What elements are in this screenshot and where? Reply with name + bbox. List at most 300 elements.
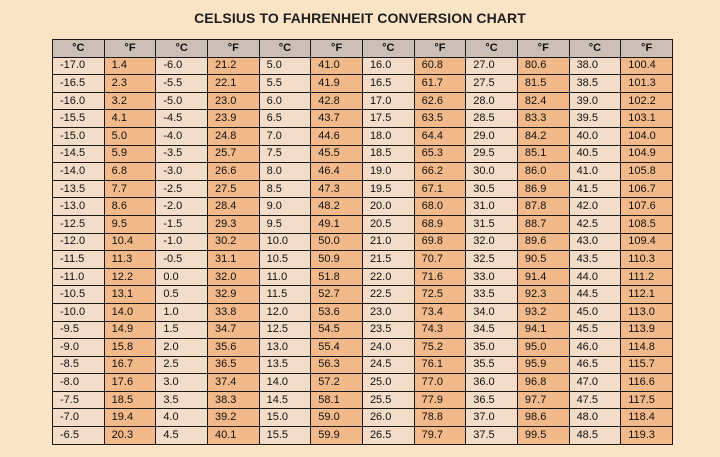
- table-row: [53, 198, 673, 216]
- fahrenheit-cell: 117.5: [621, 391, 673, 409]
- fahrenheit-cell: 18.5: [104, 391, 156, 409]
- celsius-cell: 26.5: [362, 427, 414, 445]
- celsius-cell: 7.0: [259, 127, 311, 145]
- fahrenheit-cell: 16.7: [104, 356, 156, 374]
- fahrenheit-cell: 34.7: [207, 321, 259, 339]
- fahrenheit-cell: 107.6: [621, 198, 673, 216]
- table-body: [53, 57, 673, 444]
- celsius-cell: 10.0: [259, 233, 311, 251]
- celsius-cell: 13.5: [259, 356, 311, 374]
- fahrenheit-cell: 10.4: [104, 233, 156, 251]
- fahrenheit-cell: 97.7: [517, 391, 569, 409]
- fahrenheit-cell: 119.3: [621, 427, 673, 445]
- celsius-cell: 30.5: [466, 180, 518, 198]
- celsius-cell: 35.5: [466, 356, 518, 374]
- fahrenheit-cell: 66.2: [414, 163, 466, 181]
- fahrenheit-cell: 26.6: [207, 163, 259, 181]
- celsius-cell: -14.5: [53, 145, 105, 163]
- celsius-cell: -3.5: [156, 145, 208, 163]
- fahrenheit-cell: 63.5: [414, 110, 466, 128]
- fahrenheit-cell: 51.8: [311, 268, 363, 286]
- celsius-cell: 48.5: [569, 427, 621, 445]
- fahrenheit-cell: 65.3: [414, 145, 466, 163]
- fahrenheit-cell: 61.7: [414, 75, 466, 93]
- fahrenheit-cell: 32.9: [207, 286, 259, 304]
- celsius-cell: 45.5: [569, 321, 621, 339]
- celsius-cell: 21.5: [362, 251, 414, 269]
- celsius-cell: -12.0: [53, 233, 105, 251]
- celsius-cell: 20.5: [362, 215, 414, 233]
- fahrenheit-cell: 48.2: [311, 198, 363, 216]
- fahrenheit-cell: 24.8: [207, 127, 259, 145]
- fahrenheit-cell: 72.5: [414, 286, 466, 304]
- fahrenheit-cell: 77.9: [414, 391, 466, 409]
- fahrenheit-cell: 50.0: [311, 233, 363, 251]
- fahrenheit-cell: 106.7: [621, 180, 673, 198]
- celsius-cell: -11.5: [53, 251, 105, 269]
- celsius-cell: -11.0: [53, 268, 105, 286]
- celsius-cell: -10.0: [53, 303, 105, 321]
- fahrenheit-cell: 115.7: [621, 356, 673, 374]
- fahrenheit-cell: 4.1: [104, 110, 156, 128]
- celsius-cell: 38.0: [569, 57, 621, 75]
- celsius-cell: 20.0: [362, 198, 414, 216]
- fahrenheit-cell: 13.1: [104, 286, 156, 304]
- celsius-cell: 29.5: [466, 145, 518, 163]
- celsius-cell: 31.0: [466, 198, 518, 216]
- celsius-cell: 31.5: [466, 215, 518, 233]
- chart-title: CELSIUS TO FAHRENHEIT CONVERSION CHART: [194, 10, 526, 26]
- table-row: [53, 233, 673, 251]
- table-row: [53, 57, 673, 75]
- fahrenheit-cell: 71.6: [414, 268, 466, 286]
- table-row: [53, 251, 673, 269]
- fahrenheit-cell: 5.9: [104, 145, 156, 163]
- celsius-cell: 27.5: [466, 75, 518, 93]
- fahrenheit-cell: 77.0: [414, 374, 466, 392]
- fahrenheit-cell: 102.2: [621, 92, 673, 110]
- fahrenheit-cell: 55.4: [311, 339, 363, 357]
- header-fahrenheit: °F: [414, 40, 466, 58]
- celsius-cell: 8.0: [259, 163, 311, 181]
- table-row: [53, 339, 673, 357]
- fahrenheit-cell: 22.1: [207, 75, 259, 93]
- celsius-cell: -1.5: [156, 215, 208, 233]
- fahrenheit-cell: 99.5: [517, 427, 569, 445]
- celsius-cell: 0.5: [156, 286, 208, 304]
- fahrenheit-cell: 69.8: [414, 233, 466, 251]
- table-row: [53, 145, 673, 163]
- celsius-cell: 25.0: [362, 374, 414, 392]
- celsius-cell: 14.5: [259, 391, 311, 409]
- celsius-cell: -12.5: [53, 215, 105, 233]
- fahrenheit-cell: 110.3: [621, 251, 673, 269]
- celsius-cell: -2.5: [156, 180, 208, 198]
- celsius-cell: 46.5: [569, 356, 621, 374]
- celsius-cell: 23.0: [362, 303, 414, 321]
- celsius-cell: 29.0: [466, 127, 518, 145]
- header-fahrenheit: °F: [104, 40, 156, 58]
- celsius-cell: 46.0: [569, 339, 621, 357]
- celsius-cell: 36.5: [466, 391, 518, 409]
- fahrenheit-cell: 108.5: [621, 215, 673, 233]
- celsius-cell: 43.5: [569, 251, 621, 269]
- header-fahrenheit: °F: [517, 40, 569, 58]
- fahrenheit-cell: 49.1: [311, 215, 363, 233]
- fahrenheit-cell: 23.9: [207, 110, 259, 128]
- fahrenheit-cell: 53.6: [311, 303, 363, 321]
- table-row: [53, 303, 673, 321]
- celsius-cell: 39.0: [569, 92, 621, 110]
- fahrenheit-cell: 90.5: [517, 251, 569, 269]
- celsius-cell: 18.0: [362, 127, 414, 145]
- fahrenheit-cell: 57.2: [311, 374, 363, 392]
- celsius-cell: -2.0: [156, 198, 208, 216]
- fahrenheit-cell: 5.0: [104, 127, 156, 145]
- fahrenheit-cell: 23.0: [207, 92, 259, 110]
- celsius-cell: 32.0: [466, 233, 518, 251]
- celsius-cell: 28.0: [466, 92, 518, 110]
- table-row: [53, 374, 673, 392]
- celsius-cell: -10.5: [53, 286, 105, 304]
- fahrenheit-cell: 29.3: [207, 215, 259, 233]
- fahrenheit-cell: 44.6: [311, 127, 363, 145]
- celsius-cell: 47.0: [569, 374, 621, 392]
- celsius-cell: 22.0: [362, 268, 414, 286]
- celsius-cell: -13.0: [53, 198, 105, 216]
- celsius-cell: -16.5: [53, 75, 105, 93]
- fahrenheit-cell: 6.8: [104, 163, 156, 181]
- celsius-cell: 8.5: [259, 180, 311, 198]
- fahrenheit-cell: 64.4: [414, 127, 466, 145]
- fahrenheit-cell: 86.9: [517, 180, 569, 198]
- celsius-cell: 48.0: [569, 409, 621, 427]
- fahrenheit-cell: 96.8: [517, 374, 569, 392]
- celsius-cell: 41.5: [569, 180, 621, 198]
- celsius-cell: 5.5: [259, 75, 311, 93]
- celsius-cell: 1.5: [156, 321, 208, 339]
- fahrenheit-cell: 95.0: [517, 339, 569, 357]
- fahrenheit-cell: 47.3: [311, 180, 363, 198]
- fahrenheit-cell: 86.0: [517, 163, 569, 181]
- header-row: [53, 40, 673, 58]
- fahrenheit-cell: 104.0: [621, 127, 673, 145]
- conversion-table: [52, 39, 673, 445]
- celsius-cell: 44.5: [569, 286, 621, 304]
- fahrenheit-cell: 113.0: [621, 303, 673, 321]
- fahrenheit-cell: 19.4: [104, 409, 156, 427]
- celsius-cell: -6.0: [156, 57, 208, 75]
- celsius-cell: -16.0: [53, 92, 105, 110]
- table-row: [53, 321, 673, 339]
- fahrenheit-cell: 38.3: [207, 391, 259, 409]
- fahrenheit-cell: 105.8: [621, 163, 673, 181]
- fahrenheit-cell: 89.6: [517, 233, 569, 251]
- celsius-cell: 12.0: [259, 303, 311, 321]
- header-celsius: °C: [466, 40, 518, 58]
- fahrenheit-cell: 43.7: [311, 110, 363, 128]
- celsius-cell: 27.0: [466, 57, 518, 75]
- fahrenheit-cell: 87.8: [517, 198, 569, 216]
- celsius-cell: 4.0: [156, 409, 208, 427]
- fahrenheit-cell: 116.6: [621, 374, 673, 392]
- celsius-cell: 12.5: [259, 321, 311, 339]
- fahrenheit-cell: 28.4: [207, 198, 259, 216]
- fahrenheit-cell: 41.9: [311, 75, 363, 93]
- fahrenheit-cell: 56.3: [311, 356, 363, 374]
- fahrenheit-cell: 60.8: [414, 57, 466, 75]
- fahrenheit-cell: 112.1: [621, 286, 673, 304]
- celsius-cell: 6.0: [259, 92, 311, 110]
- fahrenheit-cell: 11.3: [104, 251, 156, 269]
- celsius-cell: -17.0: [53, 57, 105, 75]
- table-row: [53, 127, 673, 145]
- table-row: [53, 356, 673, 374]
- celsius-cell: 40.0: [569, 127, 621, 145]
- celsius-cell: 42.5: [569, 215, 621, 233]
- celsius-cell: 25.5: [362, 391, 414, 409]
- fahrenheit-cell: 35.6: [207, 339, 259, 357]
- celsius-cell: 15.0: [259, 409, 311, 427]
- fahrenheit-cell: 37.4: [207, 374, 259, 392]
- fahrenheit-cell: 58.1: [311, 391, 363, 409]
- celsius-cell: -6.5: [53, 427, 105, 445]
- fahrenheit-cell: 78.8: [414, 409, 466, 427]
- fahrenheit-cell: 114.8: [621, 339, 673, 357]
- celsius-cell: 16.0: [362, 57, 414, 75]
- celsius-cell: 13.0: [259, 339, 311, 357]
- celsius-cell: -3.0: [156, 163, 208, 181]
- fahrenheit-cell: 14.9: [104, 321, 156, 339]
- table-row: [53, 215, 673, 233]
- celsius-cell: 44.0: [569, 268, 621, 286]
- celsius-cell: 41.0: [569, 163, 621, 181]
- table-row: [53, 75, 673, 93]
- celsius-cell: 47.5: [569, 391, 621, 409]
- fahrenheit-cell: 79.7: [414, 427, 466, 445]
- celsius-cell: -15.5: [53, 110, 105, 128]
- fahrenheit-cell: 12.2: [104, 268, 156, 286]
- fahrenheit-cell: 68.0: [414, 198, 466, 216]
- fahrenheit-cell: 8.6: [104, 198, 156, 216]
- celsius-cell: -9.5: [53, 321, 105, 339]
- fahrenheit-cell: 54.5: [311, 321, 363, 339]
- fahrenheit-cell: 76.1: [414, 356, 466, 374]
- celsius-cell: 24.5: [362, 356, 414, 374]
- fahrenheit-cell: 70.7: [414, 251, 466, 269]
- celsius-cell: 38.5: [569, 75, 621, 93]
- celsius-cell: -0.5: [156, 251, 208, 269]
- celsius-cell: 9.5: [259, 215, 311, 233]
- celsius-cell: 0.0: [156, 268, 208, 286]
- fahrenheit-cell: 75.2: [414, 339, 466, 357]
- fahrenheit-cell: 104.9: [621, 145, 673, 163]
- fahrenheit-cell: 84.2: [517, 127, 569, 145]
- table-row: [53, 180, 673, 198]
- fahrenheit-cell: 118.4: [621, 409, 673, 427]
- celsius-cell: 34.0: [466, 303, 518, 321]
- celsius-cell: 34.5: [466, 321, 518, 339]
- celsius-cell: 26.0: [362, 409, 414, 427]
- fahrenheit-cell: 91.4: [517, 268, 569, 286]
- fahrenheit-cell: 67.1: [414, 180, 466, 198]
- celsius-cell: 23.5: [362, 321, 414, 339]
- celsius-cell: 3.0: [156, 374, 208, 392]
- header-fahrenheit: °F: [311, 40, 363, 58]
- fahrenheit-cell: 30.2: [207, 233, 259, 251]
- fahrenheit-cell: 27.5: [207, 180, 259, 198]
- celsius-cell: -15.0: [53, 127, 105, 145]
- celsius-cell: 19.0: [362, 163, 414, 181]
- fahrenheit-cell: 100.4: [621, 57, 673, 75]
- fahrenheit-cell: 73.4: [414, 303, 466, 321]
- fahrenheit-cell: 101.3: [621, 75, 673, 93]
- fahrenheit-cell: 103.1: [621, 110, 673, 128]
- celsius-cell: -7.5: [53, 391, 105, 409]
- fahrenheit-cell: 59.0: [311, 409, 363, 427]
- fahrenheit-cell: 83.3: [517, 110, 569, 128]
- fahrenheit-cell: 68.9: [414, 215, 466, 233]
- header-celsius: °C: [259, 40, 311, 58]
- celsius-cell: 28.5: [466, 110, 518, 128]
- fahrenheit-cell: 113.9: [621, 321, 673, 339]
- celsius-cell: 32.5: [466, 251, 518, 269]
- celsius-cell: -4.5: [156, 110, 208, 128]
- celsius-cell: -7.0: [53, 409, 105, 427]
- fahrenheit-cell: 15.8: [104, 339, 156, 357]
- fahrenheit-cell: 98.6: [517, 409, 569, 427]
- table-row: [53, 110, 673, 128]
- fahrenheit-cell: 33.8: [207, 303, 259, 321]
- fahrenheit-cell: 92.3: [517, 286, 569, 304]
- header-fahrenheit: °F: [621, 40, 673, 58]
- celsius-cell: 6.5: [259, 110, 311, 128]
- fahrenheit-cell: 62.6: [414, 92, 466, 110]
- table-row: [53, 92, 673, 110]
- fahrenheit-cell: 80.6: [517, 57, 569, 75]
- fahrenheit-cell: 45.5: [311, 145, 363, 163]
- fahrenheit-cell: 46.4: [311, 163, 363, 181]
- fahrenheit-cell: 85.1: [517, 145, 569, 163]
- fahrenheit-cell: 82.4: [517, 92, 569, 110]
- celsius-cell: 33.0: [466, 268, 518, 286]
- celsius-cell: 40.5: [569, 145, 621, 163]
- celsius-cell: 39.5: [569, 110, 621, 128]
- celsius-cell: 3.5: [156, 391, 208, 409]
- celsius-cell: -1.0: [156, 233, 208, 251]
- fahrenheit-cell: 81.5: [517, 75, 569, 93]
- table-row: [53, 286, 673, 304]
- celsius-cell: 2.0: [156, 339, 208, 357]
- celsius-cell: 30.0: [466, 163, 518, 181]
- celsius-cell: 7.5: [259, 145, 311, 163]
- celsius-cell: -5.5: [156, 75, 208, 93]
- header-fahrenheit: °F: [207, 40, 259, 58]
- fahrenheit-cell: 21.2: [207, 57, 259, 75]
- celsius-cell: -5.0: [156, 92, 208, 110]
- header-celsius: °C: [569, 40, 621, 58]
- fahrenheit-cell: 1.4: [104, 57, 156, 75]
- celsius-cell: 11.5: [259, 286, 311, 304]
- fahrenheit-cell: 14.0: [104, 303, 156, 321]
- celsius-cell: -14.0: [53, 163, 105, 181]
- fahrenheit-cell: 111.2: [621, 268, 673, 286]
- header-celsius: °C: [362, 40, 414, 58]
- celsius-cell: 10.5: [259, 251, 311, 269]
- fahrenheit-cell: 3.2: [104, 92, 156, 110]
- table-row: [53, 268, 673, 286]
- celsius-cell: 17.5: [362, 110, 414, 128]
- celsius-cell: 37.5: [466, 427, 518, 445]
- celsius-cell: 1.0: [156, 303, 208, 321]
- fahrenheit-cell: 20.3: [104, 427, 156, 445]
- celsius-cell: 21.0: [362, 233, 414, 251]
- celsius-cell: 19.5: [362, 180, 414, 198]
- fahrenheit-cell: 93.2: [517, 303, 569, 321]
- celsius-cell: 15.5: [259, 427, 311, 445]
- fahrenheit-cell: 39.2: [207, 409, 259, 427]
- fahrenheit-cell: 88.7: [517, 215, 569, 233]
- table-row: [53, 409, 673, 427]
- fahrenheit-cell: 2.3: [104, 75, 156, 93]
- celsius-cell: 24.0: [362, 339, 414, 357]
- celsius-cell: -4.0: [156, 127, 208, 145]
- celsius-cell: -8.0: [53, 374, 105, 392]
- fahrenheit-cell: 7.7: [104, 180, 156, 198]
- celsius-cell: 33.5: [466, 286, 518, 304]
- celsius-cell: 17.0: [362, 92, 414, 110]
- table-row: [53, 427, 673, 445]
- celsius-cell: 16.5: [362, 75, 414, 93]
- header-celsius: °C: [53, 40, 105, 58]
- header-celsius: °C: [156, 40, 208, 58]
- celsius-cell: 43.0: [569, 233, 621, 251]
- fahrenheit-cell: 40.1: [207, 427, 259, 445]
- fahrenheit-cell: 42.8: [311, 92, 363, 110]
- table-row: [53, 391, 673, 409]
- celsius-cell: 5.0: [259, 57, 311, 75]
- celsius-cell: 9.0: [259, 198, 311, 216]
- fahrenheit-cell: 95.9: [517, 356, 569, 374]
- fahrenheit-cell: 41.0: [311, 57, 363, 75]
- fahrenheit-cell: 109.4: [621, 233, 673, 251]
- celsius-cell: 4.5: [156, 427, 208, 445]
- table-row: [53, 163, 673, 181]
- celsius-cell: 42.0: [569, 198, 621, 216]
- fahrenheit-cell: 59.9: [311, 427, 363, 445]
- celsius-cell: 35.0: [466, 339, 518, 357]
- fahrenheit-cell: 50.9: [311, 251, 363, 269]
- celsius-cell: 37.0: [466, 409, 518, 427]
- celsius-cell: -13.5: [53, 180, 105, 198]
- celsius-cell: 14.0: [259, 374, 311, 392]
- fahrenheit-cell: 9.5: [104, 215, 156, 233]
- fahrenheit-cell: 36.5: [207, 356, 259, 374]
- fahrenheit-cell: 31.1: [207, 251, 259, 269]
- fahrenheit-cell: 17.6: [104, 374, 156, 392]
- celsius-cell: 36.0: [466, 374, 518, 392]
- celsius-cell: 2.5: [156, 356, 208, 374]
- celsius-cell: 22.5: [362, 286, 414, 304]
- fahrenheit-cell: 52.7: [311, 286, 363, 304]
- fahrenheit-cell: 74.3: [414, 321, 466, 339]
- fahrenheit-cell: 94.1: [517, 321, 569, 339]
- fahrenheit-cell: 25.7: [207, 145, 259, 163]
- celsius-cell: 18.5: [362, 145, 414, 163]
- celsius-cell: -9.0: [53, 339, 105, 357]
- fahrenheit-cell: 32.0: [207, 268, 259, 286]
- celsius-cell: 45.0: [569, 303, 621, 321]
